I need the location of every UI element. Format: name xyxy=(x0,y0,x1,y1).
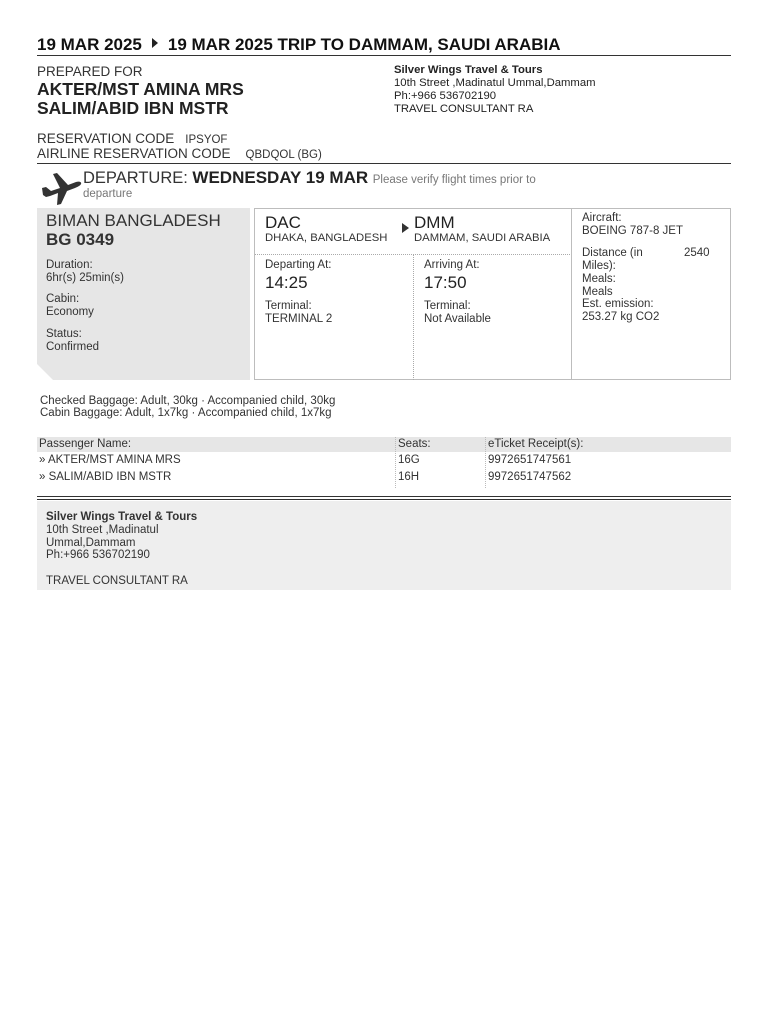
footer-consultant: TRAVEL CONSULTANT RA xyxy=(46,575,188,587)
departure-label: DEPARTURE: xyxy=(83,169,188,187)
departing-terminal: TERMINAL 2 xyxy=(265,313,333,325)
status-value: Confirmed xyxy=(46,341,100,353)
footer-rule xyxy=(37,499,731,500)
meals-value: Meals xyxy=(582,286,613,298)
table-row-ticket: 9972651747561 xyxy=(488,454,572,466)
agency-name: Silver Wings Travel & Tours xyxy=(394,64,543,76)
reservation-code-value: IPSYOF xyxy=(185,134,228,146)
prepared-passenger-2: SALIM/ABID IBN MSTR xyxy=(37,98,229,118)
column-divider xyxy=(395,437,396,488)
agency-phone: Ph:+966 536702190 xyxy=(394,90,497,102)
emission-label: Est. emission: xyxy=(582,298,654,310)
footer-rule xyxy=(37,496,731,497)
checked-baggage: Checked Baggage: Adult, 30kg · Accompanied child, 30kg xyxy=(40,395,336,407)
header-passenger-name: Passenger Name: xyxy=(39,438,132,450)
departure-note-1: Please verify flight times prior to xyxy=(372,174,536,186)
header-eticket: eTicket Receipt(s): xyxy=(488,438,584,450)
airline-reservation-value: QBDQOL (BG) xyxy=(245,149,322,161)
cabin-value: Economy xyxy=(46,306,94,318)
trip-date: 19 MAR 2025 xyxy=(37,34,142,54)
prepared-for-label: PREPARED FOR xyxy=(37,64,143,79)
agency-consultant: TRAVEL CONSULTANT RA xyxy=(394,103,534,115)
duration-value: 6hr(s) 25min(s) xyxy=(46,272,124,284)
distance-label-2: Miles): xyxy=(582,260,616,272)
corner-fold xyxy=(37,364,53,380)
departure-heading xyxy=(83,168,553,200)
flight-number: BG 0349 xyxy=(46,230,115,249)
airline-reservation-row xyxy=(37,146,322,161)
duration-label: Duration: xyxy=(46,259,93,271)
trip-title-row xyxy=(37,34,731,56)
section-divider xyxy=(37,163,731,164)
agency-address: 10th Street ,Madinatul Ummal,Dammam xyxy=(394,77,596,89)
airplane-icon xyxy=(40,166,82,206)
agency-info xyxy=(394,64,596,116)
arriving-terminal: Not Available xyxy=(424,313,491,325)
route-arrow-icon xyxy=(402,223,409,233)
aircraft-value: BOEING 787-8 JET xyxy=(582,225,683,237)
origin-city: DHAKA, BANGLADESH xyxy=(265,232,388,244)
departing-label: Departing At: xyxy=(265,259,332,271)
footer-address-1: 10th Street ,Madinatul xyxy=(46,524,159,536)
cabin-baggage: Cabin Baggage: Adult, 1x7kg · Accompanied child, 1x7kg xyxy=(40,407,332,419)
distance-value: 2540 xyxy=(684,247,710,259)
table-row-seat: 16H xyxy=(398,471,420,483)
departing-time: 14:25 xyxy=(265,273,308,292)
route-divider-v2 xyxy=(571,209,572,380)
column-divider xyxy=(485,437,486,488)
footer-phone: Ph:+966 536702190 xyxy=(46,549,150,561)
emission-value: 253.27 kg CO2 xyxy=(582,311,660,323)
reservation-code-label: RESERVATION CODE xyxy=(37,131,175,146)
table-row-seat: 16G xyxy=(398,454,420,466)
meals-label: Meals: xyxy=(582,273,616,285)
arrow-right-icon xyxy=(152,38,158,48)
arriving-label: Arriving At: xyxy=(424,259,480,271)
prepared-passenger-1: AKTER/MST AMINA MRS xyxy=(37,79,244,99)
cabin-label: Cabin: xyxy=(46,293,80,305)
airline-reservation-label: AIRLINE RESERVATION CODE xyxy=(37,146,231,161)
reservation-code-row xyxy=(37,131,227,146)
route-panel xyxy=(254,208,731,380)
departing-terminal-label: Terminal: xyxy=(265,300,312,312)
header-seats: Seats: xyxy=(398,438,431,450)
footer-agency xyxy=(37,501,731,590)
origin-code: DAC xyxy=(265,213,301,232)
status-label: Status: xyxy=(46,328,82,340)
arriving-time: 17:50 xyxy=(424,273,467,292)
table-row-name: » AKTER/MST AMINA MRS xyxy=(39,454,181,466)
destination-code: DMM xyxy=(414,213,455,232)
airline-name: BIMAN BANGLADESH xyxy=(46,211,221,230)
footer-address-2: Ummal,Dammam xyxy=(46,537,136,549)
footer-agency-name: Silver Wings Travel & Tours xyxy=(46,511,198,523)
route-divider-v1 xyxy=(413,254,414,380)
table-header xyxy=(37,437,731,452)
table-row-name: » SALIM/ABID IBN MSTR xyxy=(39,471,172,483)
arriving-terminal-label: Terminal: xyxy=(424,300,471,312)
distance-label: Distance (in xyxy=(582,247,643,259)
destination-city: DAMMAM, SAUDI ARABIA xyxy=(414,232,551,244)
trip-title: 19 MAR 2025 TRIP TO DAMMAM, SAUDI ARABIA xyxy=(167,34,561,54)
aircraft-label: Aircraft: xyxy=(582,212,622,224)
departure-note-2: departure xyxy=(83,188,133,200)
airline-panel xyxy=(37,208,250,380)
table-row-ticket: 9972651747562 xyxy=(488,471,572,483)
departure-day: WEDNESDAY 19 MAR xyxy=(192,168,369,187)
